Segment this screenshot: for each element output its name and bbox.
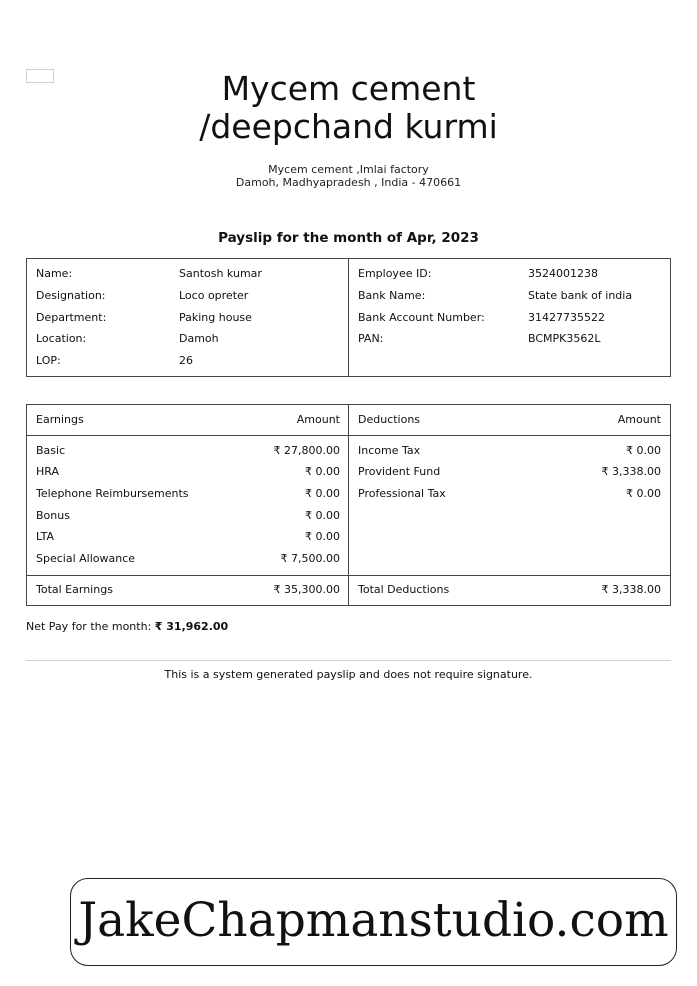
- info-label: Designation:: [36, 289, 106, 302]
- info-value: Paking house: [179, 311, 252, 324]
- total-deductions-amount: ₹ 3,338.00: [601, 583, 661, 596]
- earnings-row-amount: ₹ 0.00: [305, 530, 340, 543]
- info-label: Employee ID:: [358, 267, 432, 280]
- info-row-name: [27, 267, 348, 281]
- net-pay: [26, 620, 228, 633]
- company-name-line2: /deepchand kurmi: [199, 107, 498, 146]
- footer-divider: [26, 660, 671, 661]
- earnings-deductions-table: [26, 404, 671, 606]
- deductions-amount-header: Amount: [617, 413, 661, 426]
- info-label: LOP:: [36, 354, 61, 367]
- deductions-row-label: Income Tax: [358, 444, 421, 457]
- earnings-amount-header: Amount: [296, 413, 340, 426]
- info-value: State bank of india: [528, 289, 633, 302]
- info-value: 3524001238: [528, 267, 598, 280]
- deductions-row-label: Provident Fund: [358, 465, 441, 478]
- info-value: Santosh kumar: [179, 267, 262, 280]
- info-row-pan: [349, 332, 671, 346]
- earnings-row-label: Special Allowance: [36, 552, 136, 565]
- total-earnings-label: Total Earnings: [36, 583, 113, 596]
- deductions-row-amount: ₹ 3,338.00: [601, 465, 661, 478]
- earnings-row-label: Bonus: [36, 509, 70, 522]
- info-row-designation: [27, 289, 348, 303]
- info-row-account-number: [349, 311, 671, 325]
- info-label: PAN:: [358, 332, 384, 345]
- info-value: Damoh: [179, 332, 219, 345]
- earnings-row-amount: ₹ 0.00: [305, 509, 340, 522]
- info-label: Bank Name:: [358, 289, 426, 302]
- earnings-row-amount: ₹ 0.00: [305, 487, 340, 500]
- info-row-location: [27, 332, 348, 346]
- earnings-row-label: LTA: [36, 530, 55, 543]
- table-total-divider: [27, 575, 670, 576]
- company-name-line1: Mycem cement: [221, 69, 476, 108]
- deductions-row-amount: ₹ 0.00: [626, 444, 661, 457]
- employee-info-box: [26, 258, 671, 377]
- info-row-bank-name: [349, 289, 671, 303]
- payslip-title: Payslip for the month of Apr, 2023: [218, 230, 479, 246]
- info-row-employee-id: [349, 267, 671, 281]
- table-header-divider: [27, 435, 670, 436]
- company-name: [0, 70, 697, 146]
- total-earnings-amount: ₹ 35,300.00: [273, 583, 340, 596]
- watermark-banner: [70, 878, 677, 966]
- info-value: Loco opreter: [179, 289, 249, 302]
- watermark-text: JakeChapmanstudio.com: [78, 893, 669, 948]
- earnings-row-label: Telephone Reimbursements: [36, 487, 189, 500]
- info-label: Department:: [36, 311, 107, 324]
- earnings-row-amount: ₹ 7,500.00: [280, 552, 340, 565]
- total-deductions-label: Total Deductions: [358, 583, 450, 596]
- info-label: Name:: [36, 267, 73, 280]
- deductions-header: Deductions: [358, 413, 421, 426]
- earnings-header: Earnings: [36, 413, 84, 426]
- info-label: Location:: [36, 332, 87, 345]
- company-address: [0, 163, 697, 189]
- earnings-row-amount: ₹ 0.00: [305, 465, 340, 478]
- earnings-row-amount: ₹ 27,800.00: [273, 444, 340, 457]
- deductions-row-label: Professional Tax: [358, 487, 446, 500]
- address-line1: Mycem cement ,Imlai factory: [268, 163, 429, 176]
- info-row-department: [27, 311, 348, 325]
- earnings-row-label: Basic: [36, 444, 66, 457]
- info-value: BCMPK3562L: [528, 332, 601, 345]
- info-value: 26: [179, 354, 193, 367]
- info-row-lop: [27, 354, 348, 368]
- net-pay-amount: ₹ 31,962.00: [154, 620, 229, 633]
- deductions-row-amount: ₹ 0.00: [626, 487, 661, 500]
- footer-note: This is a system generated payslip and does not require signature.: [164, 668, 533, 681]
- net-pay-label: Net Pay for the month:: [26, 620, 152, 633]
- earnings-row-label: HRA: [36, 465, 59, 478]
- address-line2: Damoh, Madhyapradesh , India - 470661: [235, 176, 462, 189]
- info-label: Bank Account Number:: [358, 311, 485, 324]
- info-value: 31427735522: [528, 311, 605, 324]
